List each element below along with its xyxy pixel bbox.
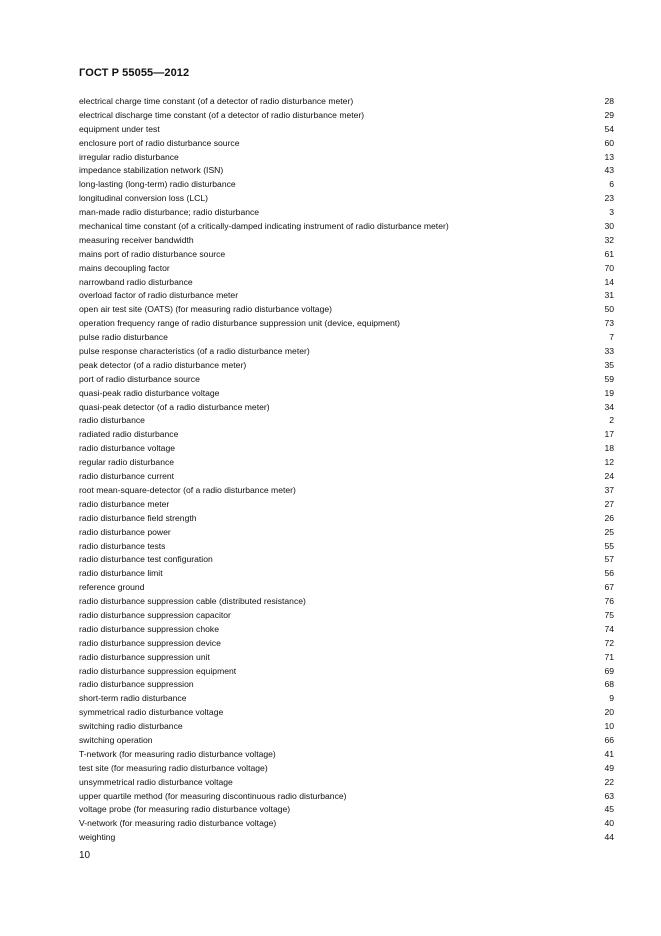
index-term: radio disturbance limit: [79, 568, 163, 579]
index-term-number: 6: [609, 179, 614, 190]
index-term-number: 18: [604, 443, 614, 454]
index-entry: [79, 276, 614, 290]
index-entry: [79, 442, 614, 456]
index-term: radio disturbance suppression equipment: [79, 665, 237, 676]
index-term: narrowband radio disturbance: [79, 276, 193, 287]
index-entry: [79, 762, 614, 776]
index-entry: [79, 428, 614, 442]
index-entry: [79, 164, 614, 178]
index-term-number: 72: [604, 637, 614, 648]
index-term: mains decoupling factor: [79, 262, 170, 273]
index-term: equipment under test: [79, 123, 160, 134]
index-entry: [79, 498, 614, 512]
index-term: irregular radio disturbance: [79, 151, 179, 162]
index-entry: [79, 790, 614, 804]
index-term: pulse radio disturbance: [79, 332, 168, 343]
index-entry: [79, 220, 614, 234]
index-term-number: 63: [604, 790, 614, 801]
index-term: radio disturbance meter: [79, 498, 170, 509]
index-term: radio disturbance tests: [79, 540, 166, 551]
index-entry: [79, 387, 614, 401]
index-term-number: 50: [604, 304, 614, 315]
index-term-number: 60: [604, 137, 614, 148]
index-entry: [79, 401, 614, 415]
index-term: quasi-peak detector (of a radio disturbance meter): [79, 401, 270, 412]
index-entry: [79, 567, 614, 581]
index-term-number: 71: [604, 651, 614, 662]
index-term: radio disturbance suppression capacitor: [79, 609, 231, 620]
index-term-number: 17: [604, 429, 614, 440]
index-entry: [79, 289, 614, 303]
index-entry: [79, 123, 614, 137]
index-entry: [79, 706, 614, 720]
index-term: impedance stabilization network (ISN): [79, 165, 224, 176]
index-term-number: 23: [604, 193, 614, 204]
index-term-number: 25: [604, 526, 614, 537]
index-entry: [79, 581, 614, 595]
index-entry: [79, 609, 614, 623]
index-term: radio disturbance suppression choke: [79, 623, 219, 634]
index-term: voltage probe (for measuring radio disturbance voltage): [79, 804, 291, 815]
index-term-number: 30: [604, 221, 614, 232]
index-term: enclosure port of radio disturbance source: [79, 137, 240, 148]
index-term: regular radio disturbance: [79, 457, 175, 468]
index-entry: [79, 553, 614, 567]
index-term: long-lasting (long-term) radio disturbance: [79, 179, 236, 190]
index-term: switching operation: [79, 734, 153, 745]
index-term-number: 29: [604, 109, 614, 120]
index-term: radiated radio disturbance: [79, 429, 179, 440]
index-term-number: 61: [604, 248, 614, 259]
index-entry: [79, 95, 614, 109]
index-term-number: 26: [604, 512, 614, 523]
index-term-number: 40: [604, 818, 614, 829]
index-term-number: 14: [604, 276, 614, 287]
index-entry: [79, 331, 614, 345]
index-term: radio disturbance suppression unit: [79, 651, 210, 662]
index-term: short-term radio disturbance: [79, 693, 187, 704]
index-entry: [79, 192, 614, 206]
index-entry: [79, 206, 614, 220]
index-term-number: 13: [604, 151, 614, 162]
index-term-number: 19: [604, 387, 614, 398]
index-term-number: 54: [604, 123, 614, 134]
index-term-number: 37: [604, 484, 614, 495]
index-term-number: 28: [604, 96, 614, 106]
index-term-number: 24: [604, 471, 614, 482]
index-entry: [79, 692, 614, 706]
index-term-number: 76: [604, 596, 614, 607]
index-term-number: 22: [604, 776, 614, 787]
index-entry: [79, 484, 614, 498]
index-term-number: 10: [604, 721, 614, 732]
index-entry: [79, 248, 614, 262]
index-entry: [79, 678, 614, 692]
index-entry: [79, 178, 614, 192]
index-term: overload factor of radio disturbance meter: [79, 290, 239, 301]
index-term: radio disturbance suppression device: [79, 637, 221, 648]
index-term: measuring receiver bandwidth: [79, 234, 194, 245]
index-term: port of radio disturbance source: [79, 373, 200, 384]
index-term: radio disturbance voltage: [79, 443, 176, 454]
index-term-number: 41: [604, 748, 614, 759]
index-entry: [79, 665, 614, 679]
index-term-number: 44: [604, 832, 614, 843]
index-term: radio disturbance suppression cable (distributed resistance): [79, 596, 306, 607]
index-entry: [79, 345, 614, 359]
index-term-number: 68: [604, 679, 614, 690]
index-term: radio disturbance: [79, 415, 145, 426]
index-term: weighting: [79, 832, 116, 843]
page-number: 10: [79, 850, 91, 861]
index-term-number: 27: [604, 498, 614, 509]
index-term-number: 9: [609, 693, 614, 704]
index-term: T-network (for measuring radio disturbance voltage): [79, 748, 276, 759]
index-term-number: 55: [604, 540, 614, 551]
index-term: open air test site (OATS) (for measuring radio disturbance voltage): [79, 304, 332, 315]
terms-index-list: [79, 95, 614, 845]
index-entry: [79, 414, 614, 428]
index-entry: [79, 623, 614, 637]
index-entry: [79, 637, 614, 651]
index-term-number: 73: [604, 318, 614, 329]
index-entry: [79, 776, 614, 790]
index-term: longitudinal conversion loss (LCL): [79, 193, 208, 204]
index-entry: [79, 109, 614, 123]
index-term-number: 70: [604, 262, 614, 273]
index-term: man-made radio disturbance; radio disturbance: [79, 207, 260, 218]
index-entry: [79, 234, 614, 248]
index-entry: [79, 831, 614, 845]
index-term-number: 35: [604, 359, 614, 370]
index-entry: [79, 512, 614, 526]
index-term: switching radio disturbance: [79, 721, 183, 732]
index-term-number: 69: [604, 665, 614, 676]
index-term-number: 74: [604, 623, 614, 634]
index-term: operation frequency range of radio disturbance suppression unit (device, equipment): [79, 318, 401, 329]
index-term-number: 75: [604, 609, 614, 620]
index-term-number: 67: [604, 582, 614, 593]
index-entry: [79, 151, 614, 165]
index-term-number: 20: [604, 707, 614, 718]
index-term: V-network (for measuring radio disturbance voltage): [79, 818, 277, 829]
index-entry: [79, 803, 614, 817]
index-entry: [79, 748, 614, 762]
index-entry: [79, 303, 614, 317]
index-term-number: 3: [609, 207, 614, 218]
index-entry: [79, 373, 614, 387]
index-entry: [79, 734, 614, 748]
index-term: peak detector (of a radio disturbance meter): [79, 359, 247, 370]
index-entry: [79, 359, 614, 373]
index-entry: [79, 317, 614, 331]
index-term: test site (for measuring radio disturbance voltage): [79, 762, 268, 773]
index-term: unsymmetrical radio disturbance voltage: [79, 776, 233, 787]
index-term-number: 45: [604, 804, 614, 815]
index-term: symmetrical radio disturbance voltage: [79, 707, 224, 718]
index-term-number: 2: [609, 415, 614, 426]
index-entry: [79, 456, 614, 470]
index-term: electrical charge time constant (of a detector of radio disturbance meter): [79, 96, 354, 106]
index-term: radio disturbance power: [79, 526, 171, 537]
index-entry: [79, 526, 614, 540]
index-entry: [79, 651, 614, 665]
index-term: upper quartile method (for measuring discontinuous radio disturbance): [79, 790, 347, 801]
index-term-number: 7: [609, 332, 614, 343]
index-term-number: 57: [604, 554, 614, 565]
index-term-number: 66: [604, 734, 614, 745]
index-term: radio disturbance test configuration: [79, 554, 213, 565]
index-term-number: 56: [604, 568, 614, 579]
index-term-number: 31: [604, 290, 614, 301]
index-term: radio disturbance suppression: [79, 679, 194, 690]
index-entry: [79, 817, 614, 831]
index-term: mechanical time constant (of a critically-damped indicating instrument of radio disturbance meter): [79, 221, 449, 232]
index-term-number: 49: [604, 762, 614, 773]
index-entry: [79, 540, 614, 554]
index-entry: [79, 595, 614, 609]
index-term: reference ground: [79, 582, 145, 593]
index-entry: [79, 262, 614, 276]
index-term-number: 59: [604, 373, 614, 384]
index-term-number: 12: [604, 457, 614, 468]
index-term: pulse response characteristics (of a radio disturbance meter): [79, 346, 310, 357]
index-term-number: 32: [604, 234, 614, 245]
index-term: electrical discharge time constant (of a detector of radio disturbance meter): [79, 109, 365, 120]
index-entry: [79, 720, 614, 734]
index-term-number: 33: [604, 346, 614, 357]
index-term: mains port of radio disturbance source: [79, 248, 226, 259]
index-term: root mean-square-detector (of a radio disturbance meter): [79, 484, 296, 495]
index-term-number: 43: [604, 165, 614, 176]
index-term-number: 34: [604, 401, 614, 412]
index-term: quasi-peak radio disturbance voltage: [79, 387, 220, 398]
index-entry: [79, 470, 614, 484]
index-entry: [79, 137, 614, 151]
index-term: radio disturbance field strength: [79, 512, 197, 523]
document-header: ГОСТ Р 55055—2012: [79, 67, 190, 79]
index-term: radio disturbance current: [79, 471, 175, 482]
